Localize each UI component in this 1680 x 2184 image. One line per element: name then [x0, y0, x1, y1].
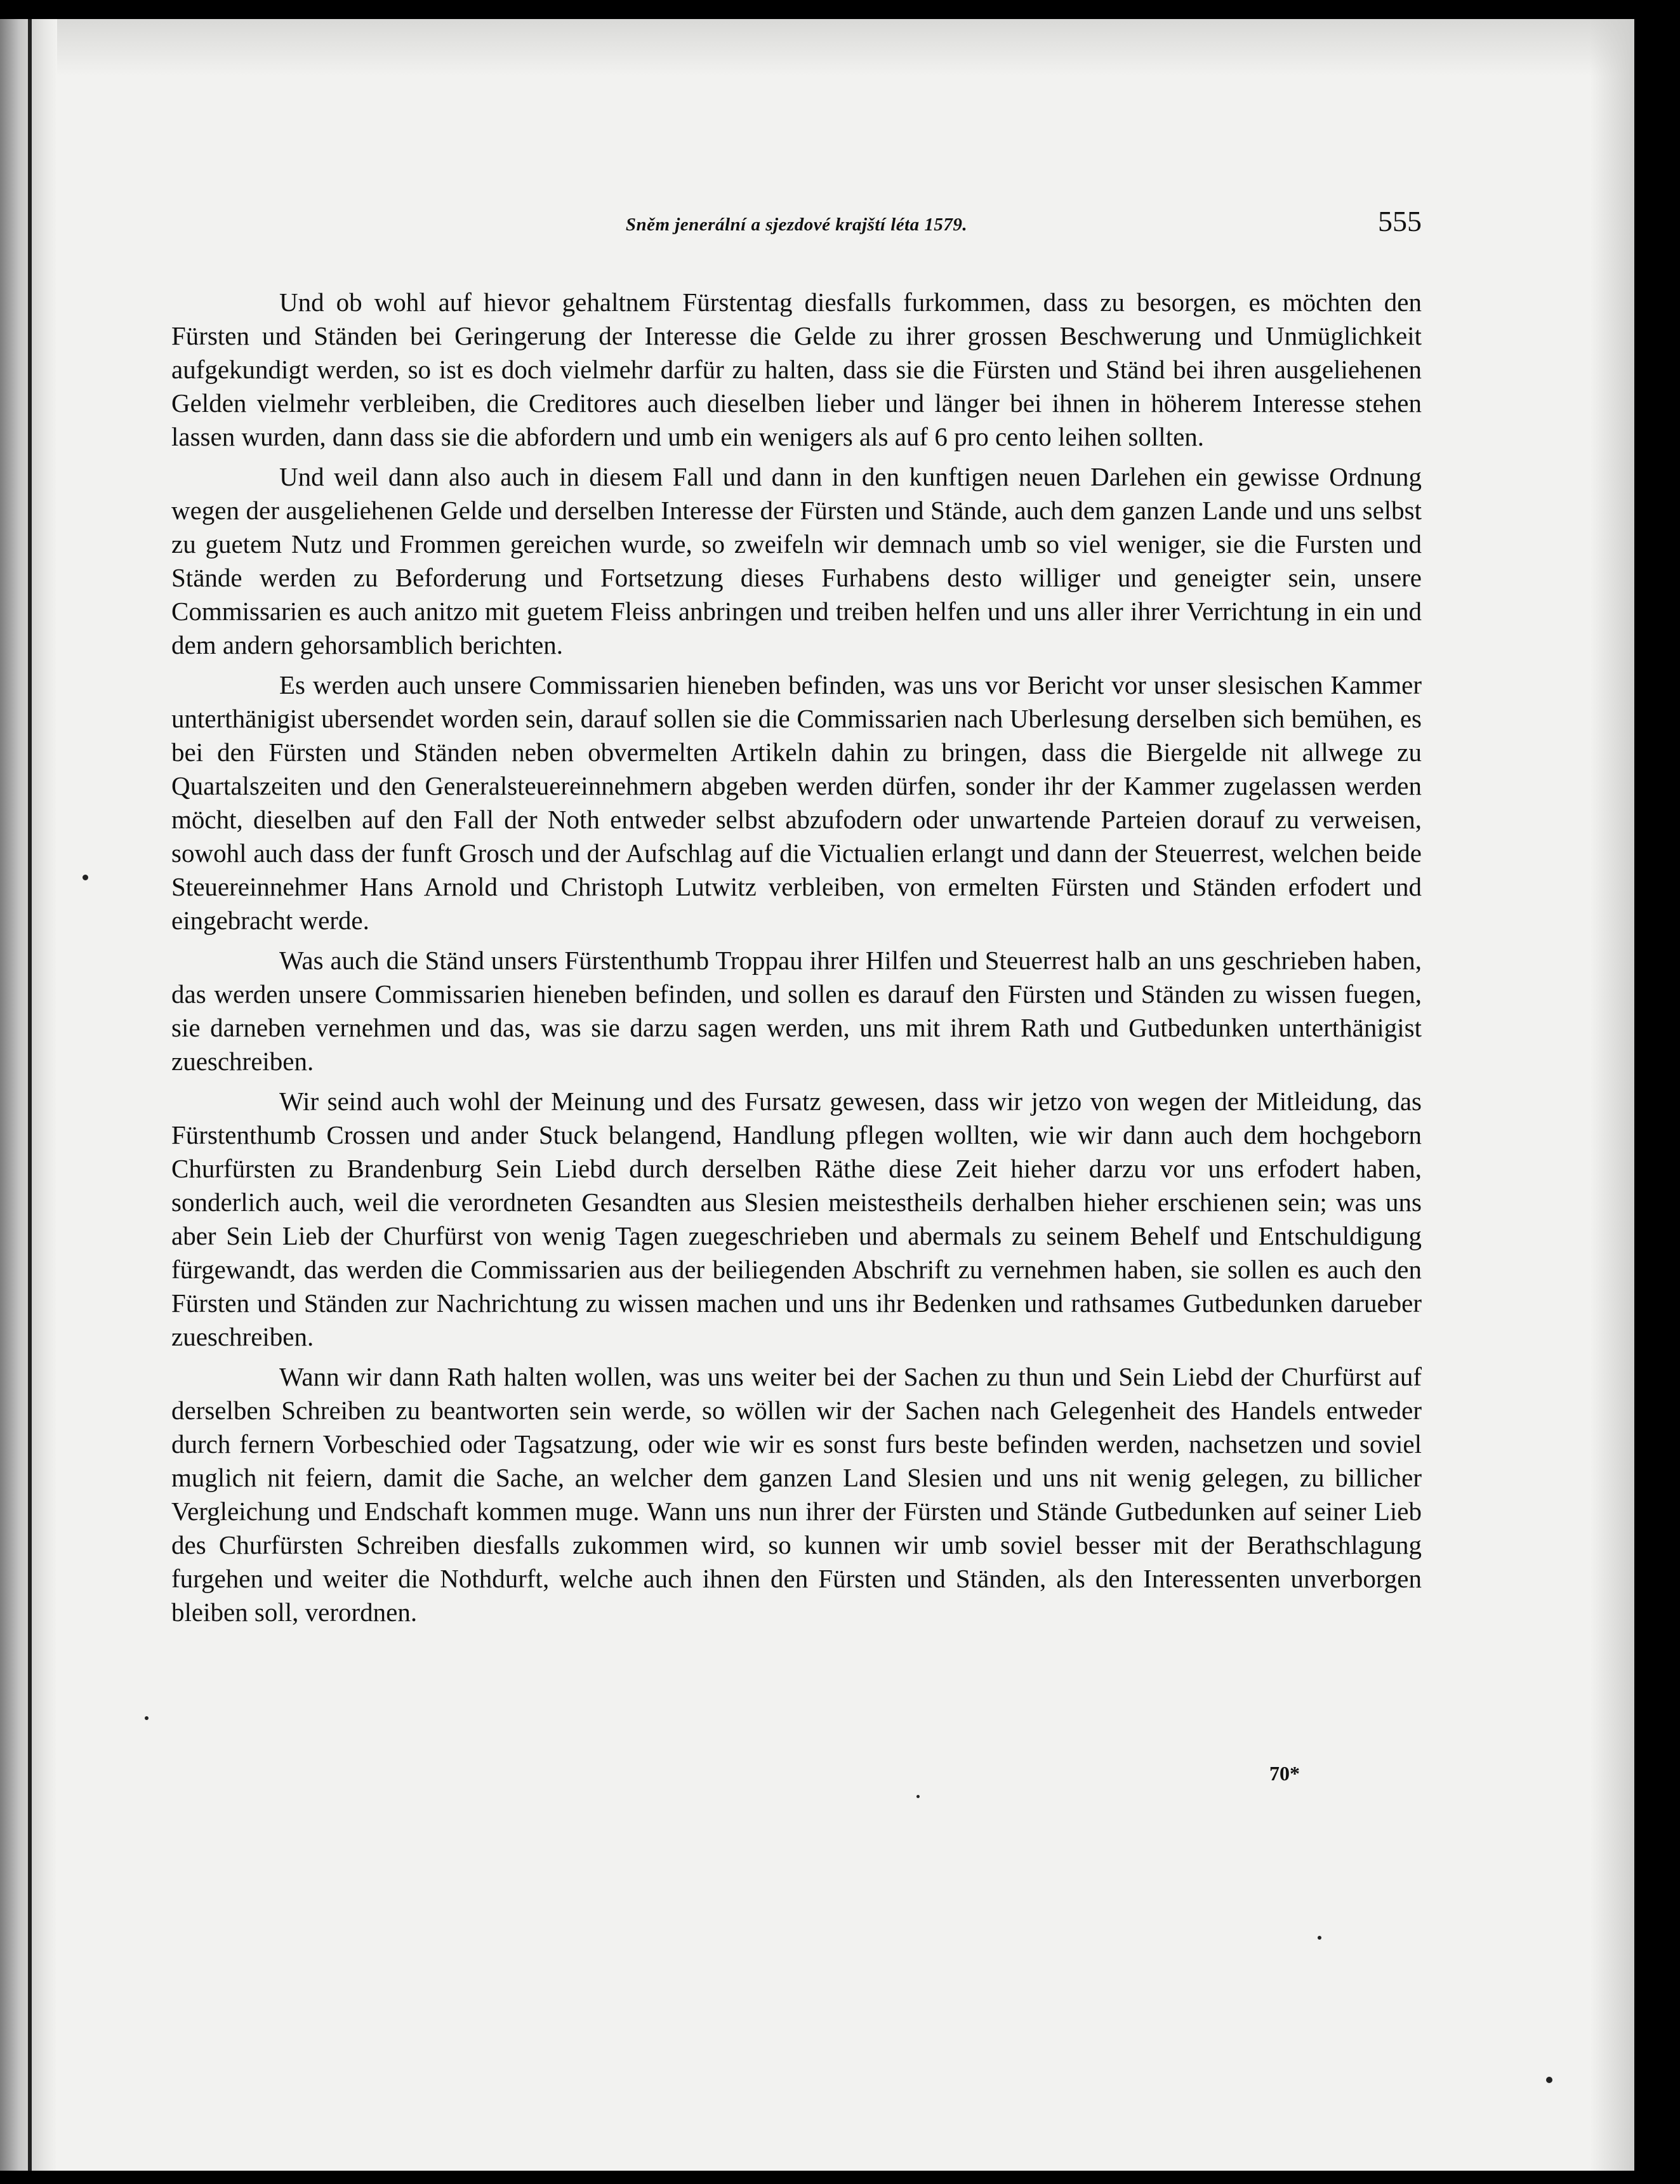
paragraph: Wir seind auch wohl der Meinung und des Fursatz gewesen, dass wir jetzo von wegen der Mitleidung, das Fürstenthumb Crossen und ander Stuck belangend, Handlung pflegen wollten, wie wir dann auch dem hochgeborn Churfürsten zu Brandenburg Sein Liebd durch derselben Räthe diese Zeit hieher darzu vor uns erfodert haben, sonderlich auch, weil die verordneten Gesandten aus Slesien meistestheils derhalben hieher erschienen sein; was uns aber Sein Lieb der Churfürst von wenig Tagen zuegeschrieben und abermals zu seinem Behelf und Entschuldigung fürgewandt, das werden die Commissarien aus der beiliegenden Abschrift zu vernehmen haben, sie sollen es auch den Fürsten und Ständen zur Nachrichtung zu wissen machen und uns ihr Bedenken und rathsames Gutbedunken darueber zueschreiben. — [171, 1087, 1422, 1351]
paper-grain-right — [1590, 19, 1634, 2171]
paragraph: Und ob wohl auf hievor gehaltnem Fürstentag diesfalls furkommen, dass zu besorgen, es möchten den Fürsten und Ständen bei Geringerung der Interesse die Gelde zu ihrer grossen Beschwerung und Unmüglichkeit aufgekundigt werden, so ist es doch vielmehr darfür zu halten, dass sie die Fürsten und Ständ bei ihren ausgeliehenen Gelden vielmehr verbleiben, die Creditores auch dieselben lieber und länger bei ihnen in höherem Interesse stehen lassen wurden, dann dass sie die abfordern und umb ein wenigers als auf 6 pro cento leihen sollten. — [171, 288, 1422, 451]
body-text — [171, 286, 1422, 1636]
ink-speck — [83, 875, 88, 880]
ink-speck — [1546, 2077, 1552, 2083]
ink-speck — [1318, 1936, 1321, 1940]
binding-edge — [28, 19, 32, 2171]
paper-grain-top — [57, 19, 1634, 76]
running-title: Sněm jenerální a sjezdové krajští léta 1579. — [625, 215, 968, 235]
ink-speck — [916, 1795, 920, 1798]
paragraph: Und weil dann also auch in diesem Fall und dann in den kunftigen neuen Darlehen ein gewisse Ordnung wegen der ausgeliehenen Gelde und derselben Interesse der Fürsten und Stände, auch dem ganzen Lande und uns selbst zu guetem Nutz und Frommen gereichen wurde, so zweifeln wir demnach umb so viel weniger, sie die Fursten und Stände werden zu Beforderung und Fortsetzung dieses Furhabens desto williger und geneigter sein, unsere Commissarien es auch anitzo mit guetem Fleiss anbringen und treiben helfen und uns aller ihrer Verrichtung in ein und dem andern gehorsamblich berichten. — [171, 462, 1422, 659]
page-header — [171, 204, 1422, 242]
paragraph: Es werden auch unsere Commissarien hieneben befinden, was uns vor Bericht vor unser slesischen Kammer unterthänigist ubersendet worden sein, darauf sollen sie die Commissarien nach Uberlesung derselben sich bemühen, es bei den Fürsten und Ständen neben obvermelten Artikeln dahin zu bringen, dass die Biergelde nit allwege zu Quartalszeiten und den Generalsteuereinnehmern abgeben werden dürfen, sonder ihr der Kammer zugelassen werden möcht, dieselben auf den Fall der Noth entweder selbst abzufodern oder unwartende Parteien dorauf zu verweisen, sowohl auch dass der funft Grosch und der Aufschlag auf die Victualien erlangt und dann der Steuerrest, welchen beide Steuereinnehmer Hans Arnold und Christoph Lutwitz verbleiben, von ermelten Fürsten und Ständen erfodert und eingebracht werde. — [171, 670, 1422, 935]
signature-mark: 70* — [1269, 1762, 1300, 1785]
paragraph: Wann wir dann Rath halten wollen, was uns weiter bei der Sachen zu thun und Sein Liebd der Churfürst auf derselben Schreiben zu beantworten sein werde, so wöllen wir der Sachen nach Gelegenheit des Handels entweder durch fernern Vorbeschied oder Tagsatzung, oder wie wir es sonst furs beste befinden werden, nachsetzen und soviel muglich nit feiern, damit die Sache, an welcher dem ganzen Land Slesien und uns nit wenig gelegen, zu billicher Vergleichung und Endschaft kommen muge. Wann uns nun ihrer der Fürsten und Stände Gutbedunken auf seiner Lieb des Churfürsten Schreiben diesfalls zukommen wird, so kunnen wir umb soviel besser mit der Berathschlagung furgehen und weiter die Nothdurft, welche auch ihnen den Fürsten und Ständen, als den Interessenten unverborgen bleiben soll, verordnen. — [171, 1362, 1422, 1627]
page-number: 555 — [1378, 205, 1422, 237]
scanned-page — [0, 19, 1634, 2171]
ink-speck — [145, 1716, 149, 1720]
paragraph: Was auch die Ständ unsers Fürstenthumb Troppau ihrer Hilfen und Steuerrest halb an uns geschrieben haben, das werden unsere Commissarien hieneben befinden, und sollen es darauf den Fürsten und Ständen zu wissen fuegen, sie darneben vernehmen und das, was sie darzu sagen werden, uns mit ihrem Rath und Gutbedunken unterthänigist zueschreiben. — [171, 946, 1422, 1076]
